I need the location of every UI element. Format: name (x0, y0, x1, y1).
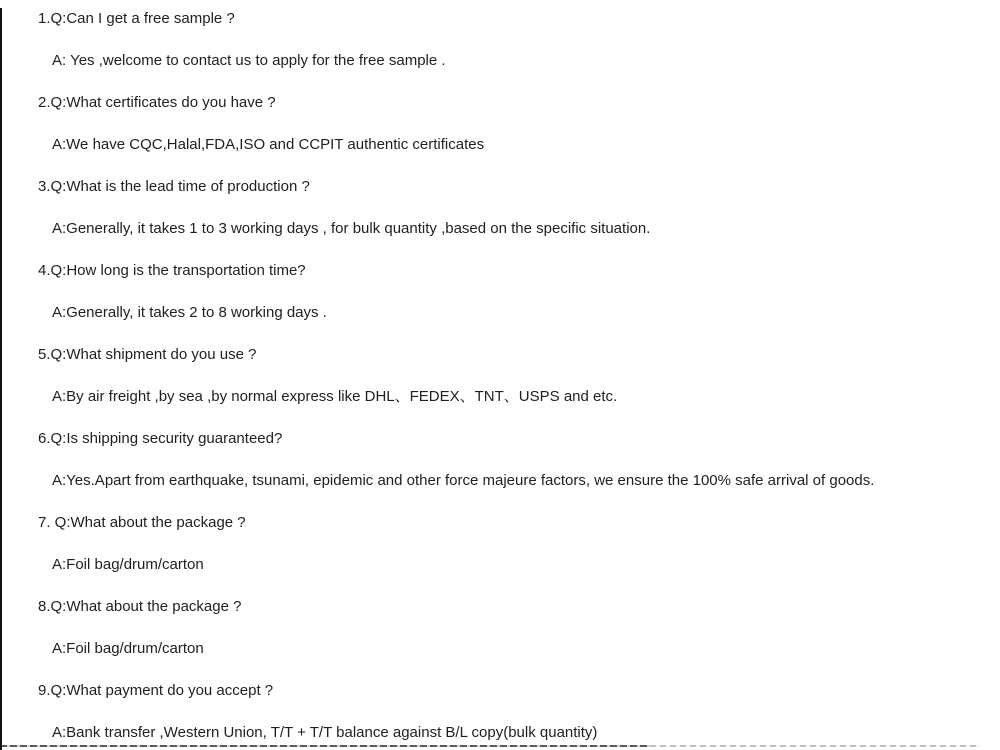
faq-answer: A:Generally, it takes 2 to 8 working days . (52, 304, 327, 321)
faq-answer: A:Bank transfer ,Western Union, T/T + T/T balance against B/L copy(bulk quantity) (52, 724, 598, 741)
faq-question: 9.Q:What payment do you accept ? (38, 682, 274, 699)
bottom-cutoff-line-faint (650, 745, 980, 747)
faq-question: 7. Q:What about the package ? (38, 514, 246, 531)
faq-answer: A: Yes ,welcome to contact us to apply for the free sample . (52, 52, 446, 69)
faq-answer: A:We have CQC,Halal,FDA,ISO and CCPIT authentic certificates (52, 136, 485, 153)
faq-question: 1.Q:Can I get a free sample ? (38, 10, 235, 27)
faq-question: 5.Q:What shipment do you use ? (38, 346, 257, 363)
faq-answer: A:Generally, it takes 1 to 3 working days , for bulk quantity ,based on the specific situation. (52, 220, 651, 237)
faq-answer: A:By air freight ,by sea ,by normal express like DHL、FEDEX、TNT、USPS and etc. (52, 388, 618, 405)
faq-answer: A:Foil bag/drum/carton (52, 640, 204, 657)
bottom-cutoff-line (0, 745, 650, 747)
faq-question: 8.Q:What about the package ? (38, 598, 242, 615)
faq-question: 2.Q:What certificates do you have ? (38, 94, 276, 111)
faq-answer: A:Yes.Apart from earthquake, tsunami, epidemic and other force majeure factors, we ensure the 100% safe arrival of goods. (52, 472, 875, 489)
faq-question: 3.Q:What is the lead time of production ? (38, 178, 310, 195)
faq-question: 6.Q:Is shipping security guaranteed? (38, 430, 283, 447)
faq-answer: A:Foil bag/drum/carton (52, 556, 204, 573)
faq-question: 4.Q:How long is the transportation time? (38, 262, 306, 279)
